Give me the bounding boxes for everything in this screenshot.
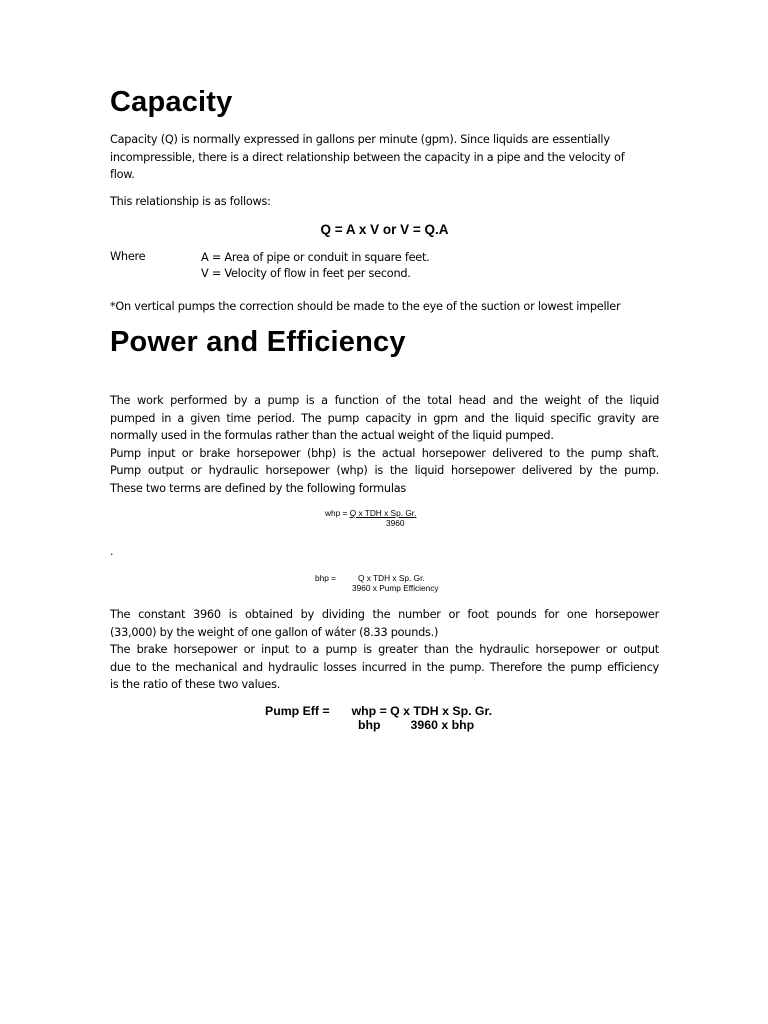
pump-eff-denominator: 3960 x bhp [410, 718, 475, 732]
capacity-equation: Q = A x V or V = Q.A [320, 222, 449, 237]
where-label: Where [110, 250, 146, 263]
capacity-para-line: Capacity (Q) is normally expressed in gallons per minute (gpm). Since liquids are essentially [110, 133, 610, 146]
power-paragraph [110, 392, 659, 497]
where-definitions [201, 250, 430, 282]
power-efficiency-heading: Power and Efficiency [110, 326, 406, 358]
capacity-para-line: flow. [110, 168, 135, 181]
pump-efficiency-formula [265, 704, 492, 732]
pump-eff-bhp: bhp [358, 718, 381, 732]
capacity-para-line: incompressible, there is a direct relationship between the capacity in a pipe and the velocity of [110, 150, 625, 164]
whp-lhs: whp = [325, 508, 350, 518]
relationship-intro [110, 193, 659, 211]
pump-eff-top: whp = Q x TDH x Sp. Gr. [351, 704, 492, 718]
bhp-formula [315, 573, 439, 593]
where-def-velocity: V = Velocity of flow in feet per second. [201, 267, 411, 280]
power-para-line: Pump output or hydraulic horsepower (whp) is the liquid horsepower delivered by the pump. [110, 464, 659, 477]
power-para-line: Pump input or brake horsepower (bhp) is the actual horsepower delivered to the pump shaft. [110, 446, 659, 460]
whp-denominator: 3960 [386, 518, 405, 528]
power-para-line: normally used in the formulas rather than the actual weight of the liquid pumped. [110, 429, 554, 442]
constant-para-line: due to the mechanical and hydraulic losses incurred in the pump. Therefore the pump efficiency [110, 660, 659, 674]
vertical-pump-note [110, 298, 659, 316]
where-def-area: A = Area of pipe or conduit in square feet. [201, 251, 430, 264]
constant-para-line: The constant 3960 is obtained by dividing the number or foot pounds for one horsepower [110, 608, 659, 621]
power-para-line: pumped in a given time period. The pump capacity in gpm and the liquid specific gravity are [110, 411, 659, 425]
constant-para-line: is the ratio of these two values. [110, 678, 281, 691]
whp-formula [325, 508, 416, 528]
relationship-intro-text: This relationship is as follows: [110, 195, 271, 208]
pump-eff-lhs: Pump Eff = [265, 704, 330, 718]
stray-dot: . [110, 545, 114, 558]
vertical-pump-note-text: *On vertical pumps the correction should be made to the eye of the suction or lowest impeller [110, 300, 621, 313]
capacity-heading: Capacity [110, 86, 233, 118]
power-para-line: These two terms are defined by the following formulas [110, 481, 407, 495]
bhp-lhs: bhp = [315, 573, 336, 583]
power-para-line: The work performed by a pump is a function of the total head and the weight of the liquid [110, 394, 659, 407]
constant-para-line: (33,000) by the weight of one gallon of wáter (8.33 pounds.) [110, 625, 439, 639]
constant-para-line: The brake horsepower or input to a pump is greater than the hydraulic horsepower or output [110, 643, 659, 656]
constant-paragraph [110, 606, 659, 694]
bhp-denominator: 3960 x Pump Efficiency [352, 583, 439, 593]
capacity-paragraph [110, 131, 659, 184]
bhp-numerator: Q x TDH x Sp. Gr. [358, 573, 425, 583]
whp-numerator: Q x TDH x Sp. Gr. [349, 508, 417, 518]
